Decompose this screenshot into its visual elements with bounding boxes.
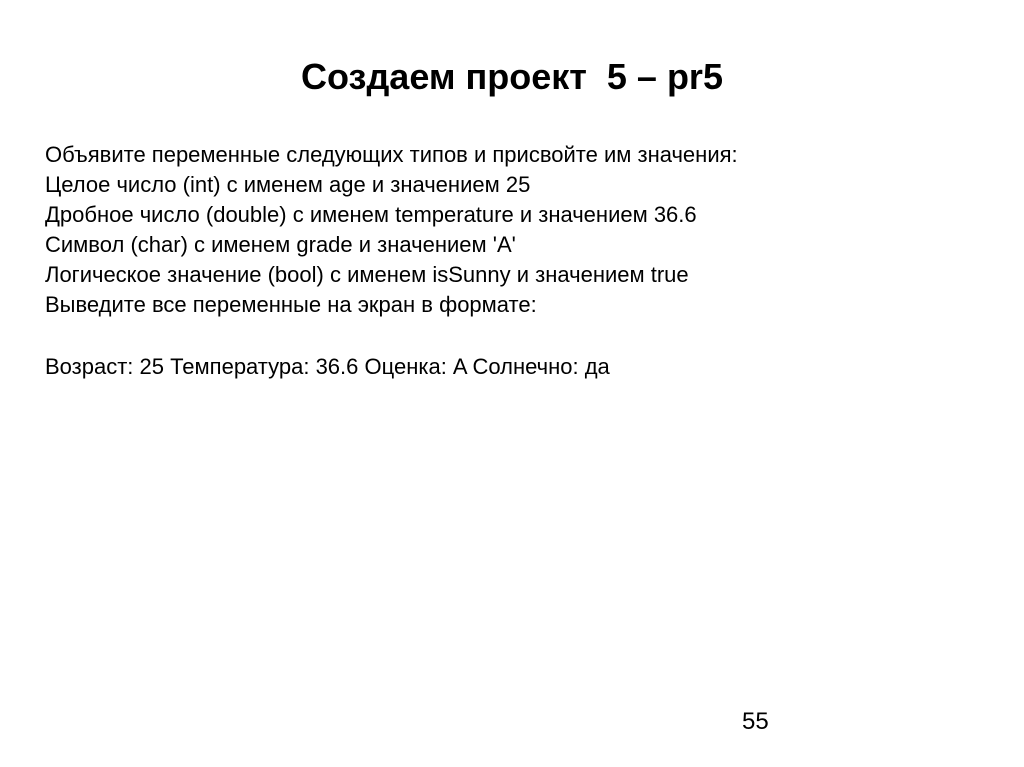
blank-line [45, 320, 945, 352]
page-number: 55 [742, 708, 769, 735]
task-line-output: Выведите все переменные на экран в формате: [45, 292, 537, 317]
task-line-bool: Логическое значение (bool) с именем isSunny и значением true [45, 262, 689, 287]
slide-title: Создаем проект 5 – pr5 [301, 56, 723, 97]
task-line-double: Дробное число (double) с именем temperature и значением 36.6 [45, 202, 697, 227]
task-line-intro: Объявите переменные следующих типов и присвойте им значения: [45, 142, 738, 167]
task-description [45, 140, 945, 382]
output-example: Возраст: 25 Температура: 36.6 Оценка: A Солнечно: да [45, 354, 610, 379]
task-line-char: Символ (char) с именем grade и значением 'A' [45, 232, 516, 257]
task-line-int: Целое число (int) с именем age и значением 25 [45, 172, 531, 197]
